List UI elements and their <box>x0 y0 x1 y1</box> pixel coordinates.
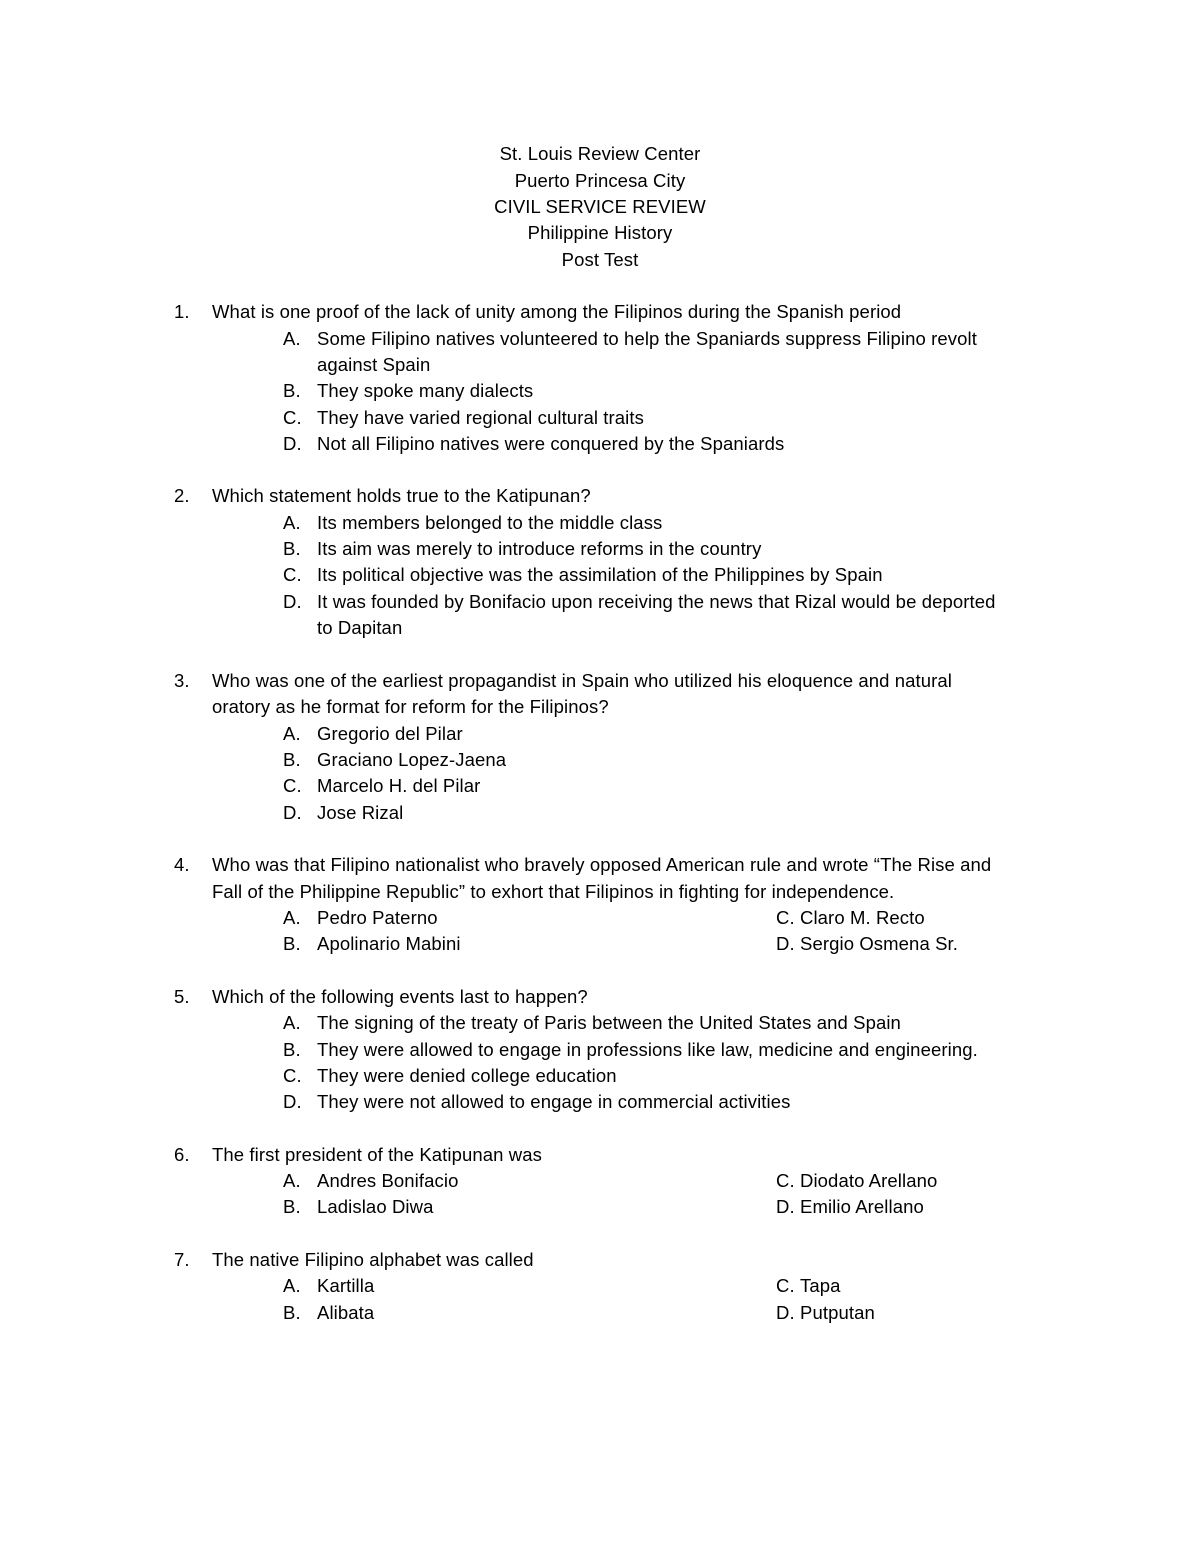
choice-letter: C. <box>776 1170 795 1191</box>
question-text: Who was one of the earliest propagandist in Spain who utilized his eloquence and natural <box>212 670 953 691</box>
choice-text: The signing of the treaty of Paris between the United States and Spain <box>317 1012 901 1033</box>
question-text: What is one proof of the lack of unity among the Filipinos during the Spanish period <box>212 301 902 322</box>
question-number: 3. <box>174 670 190 691</box>
question-number: 7. <box>174 1249 190 1270</box>
choice-text: Pedro Paterno <box>317 907 438 928</box>
choice-text: Not all Filipino natives were conquered by the Spaniards <box>317 433 785 454</box>
choice-text: to Dapitan <box>317 617 403 638</box>
choice-text: Apolinario Mabini <box>317 933 461 954</box>
choice-letter: D. <box>283 433 302 454</box>
choice-letter: B. <box>283 1302 301 1323</box>
choice-text: Ladislao Diwa <box>317 1196 434 1217</box>
choice-letter: C. <box>283 1065 302 1086</box>
choice-letter: A. <box>283 723 301 744</box>
school-name: St. Louis Review Center <box>499 143 701 164</box>
choice-letter: A. <box>283 1170 301 1191</box>
choice-text: Alibata <box>317 1302 375 1323</box>
choice-text: Putputan <box>800 1302 875 1323</box>
choice-letter: A. <box>283 907 301 928</box>
choice-text: Sergio Osmena Sr. <box>800 933 958 954</box>
choice-letter: A. <box>283 328 301 349</box>
choice-letter: C. <box>776 1275 795 1296</box>
question-text: The first president of the Katipunan was <box>212 1144 542 1165</box>
choice-letter: D. <box>283 802 302 823</box>
school-city: Puerto Princesa City <box>514 170 686 191</box>
question-text: oratory as he format for reform for the Filipinos? <box>212 696 609 717</box>
choice-letter: B. <box>283 380 301 401</box>
choice-text: They were allowed to engage in professions like law, medicine and engineering. <box>317 1039 978 1060</box>
choice-letter: B. <box>283 749 301 770</box>
choice-letter: D. <box>776 933 795 954</box>
choice-text: It was founded by Bonifacio upon receiving the news that Rizal would be deported <box>317 591 996 612</box>
review-title: CIVIL SERVICE REVIEW <box>494 196 706 217</box>
choice-text: Its political objective was the assimilation of the Philippines by Spain <box>317 564 883 585</box>
choice-text: Jose Rizal <box>317 802 404 823</box>
question-number: 6. <box>174 1144 190 1165</box>
question-text: Which of the following events last to happen? <box>212 986 588 1007</box>
choice-letter: A. <box>283 512 301 533</box>
choice-text: Its aim was merely to introduce reforms in the country <box>317 538 762 559</box>
choice-text: Graciano Lopez-Jaena <box>317 749 507 770</box>
question-number: 5. <box>174 986 190 1007</box>
question-number: 1. <box>174 301 190 322</box>
choice-text: against Spain <box>317 354 431 375</box>
choice-text: Andres Bonifacio <box>317 1170 459 1191</box>
choice-text: They were denied college education <box>317 1065 617 1086</box>
subject-title: Philippine History <box>527 222 673 243</box>
choice-text: Gregorio del Pilar <box>317 723 463 744</box>
choice-text: Tapa <box>800 1275 841 1296</box>
choice-letter: C. <box>283 775 302 796</box>
choice-letter: A. <box>283 1012 301 1033</box>
test-title: Post Test <box>561 249 639 270</box>
choice-letter: D. <box>283 591 302 612</box>
question-text: The native Filipino alphabet was called <box>212 1249 534 1270</box>
choice-text: Its members belonged to the middle class <box>317 512 663 533</box>
choice-letter: C. <box>776 907 795 928</box>
choice-text: Emilio Arellano <box>800 1196 924 1217</box>
choice-text: Diodato Arellano <box>800 1170 938 1191</box>
choice-letter: D. <box>283 1091 302 1112</box>
choice-text: They were not allowed to engage in commercial activities <box>317 1091 791 1112</box>
choice-letter: D. <box>776 1302 795 1323</box>
choice-text: Claro M. Recto <box>800 907 925 928</box>
choice-letter: C. <box>283 407 302 428</box>
choice-text: Marcelo H. del Pilar <box>317 775 481 796</box>
choice-letter: B. <box>283 538 301 559</box>
choice-letter: A. <box>283 1275 301 1296</box>
question-text: Fall of the Philippine Republic” to exhort that Filipinos in fighting for independence. <box>212 881 895 902</box>
question-text: Who was that Filipino nationalist who bravely opposed American rule and wrote “The Rise and <box>212 854 992 875</box>
choice-text: Kartilla <box>317 1275 375 1296</box>
choice-letter: B. <box>283 1039 301 1060</box>
choice-text: They spoke many dialects <box>317 380 534 401</box>
choice-letter: B. <box>283 933 301 954</box>
choice-letter: B. <box>283 1196 301 1217</box>
question-text: Which statement holds true to the Katipunan? <box>212 485 591 506</box>
choice-text: They have varied regional cultural traits <box>317 407 644 428</box>
choice-text: Some Filipino natives volunteered to help the Spaniards suppress Filipino revolt <box>317 328 977 349</box>
question-number: 4. <box>174 854 190 875</box>
choice-letter: D. <box>776 1196 795 1217</box>
question-number: 2. <box>174 485 190 506</box>
choice-letter: C. <box>283 564 302 585</box>
